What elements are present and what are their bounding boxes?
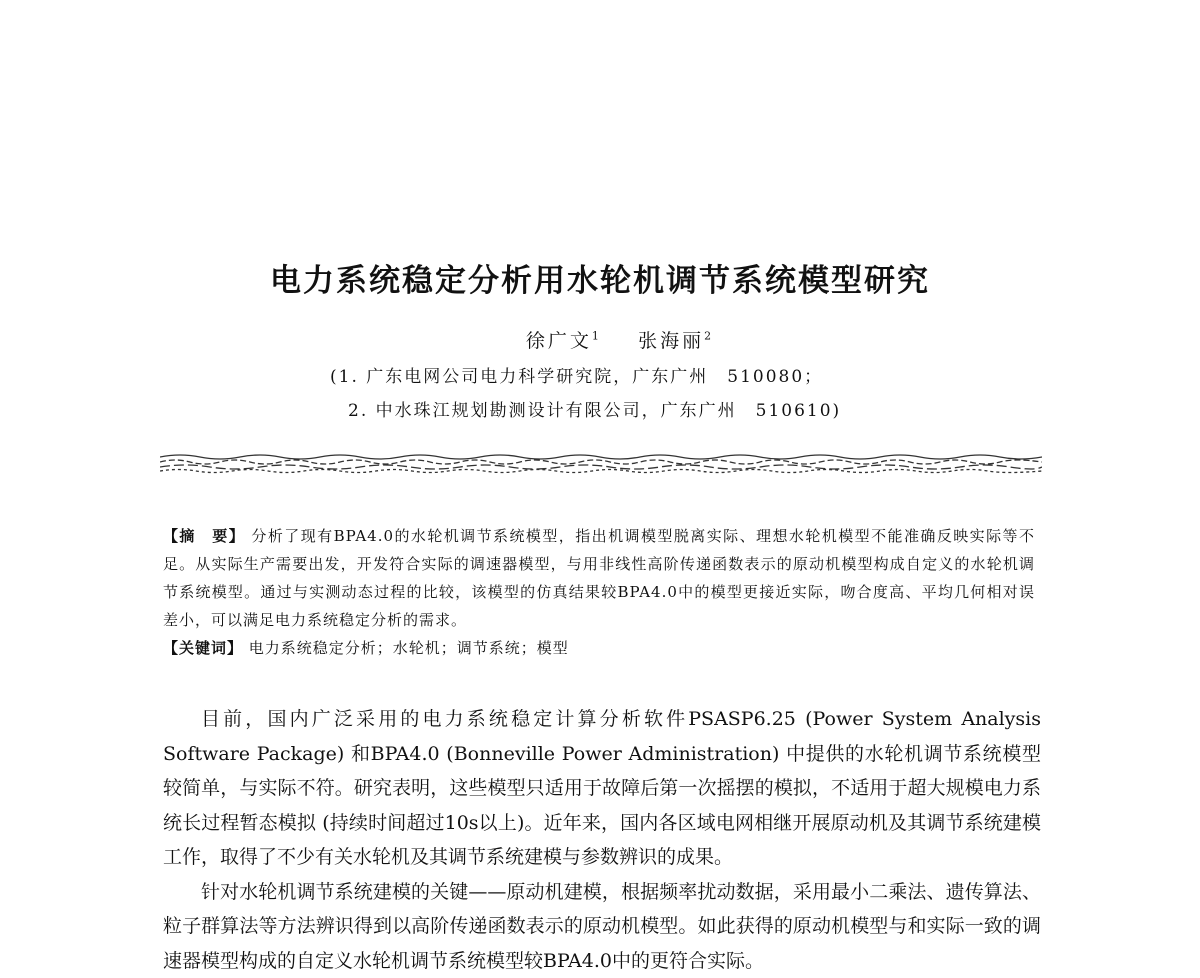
paper-title: 电力系统稳定分析用水轮机调节系统模型研究 xyxy=(0,255,1200,300)
author-list xyxy=(0,326,1200,353)
author-affiliation-mark: 2 xyxy=(704,330,714,343)
author-affiliation-mark: 1 xyxy=(592,330,602,343)
author-name: 张海丽 xyxy=(638,330,704,352)
affiliation: (1. 广东电网公司电力科学研究院，广东广州 510080； xyxy=(330,362,823,387)
abstract-section xyxy=(163,522,1035,662)
paragraph: 针对水轮机调节系统建模的关键——原动机建模，根据频率扰动数据，采用最小二乘法、遗传算法、粒子群算法等方法辨识得到以高阶传递函数表示的原动机模型。如此获得的原动机模型与和实际一致的调速器模型构成的自定义水轮机调节系统模型较BPA4.0中的更符合实际。 xyxy=(163,875,1041,978)
paragraph: 目前，国内广泛采用的电力系统稳定计算分析软件PSASP6.25 (Power System Analysis Software Package) 和BPA4.0 (Bonneville Power Administration) 中提供的水轮机调节系统模型较简单，与实际不符。研究表明，这些模型只适用于故障后第一次摇摆的模拟，不适用于超大规模电力系统长过程暂态模拟 (持续时间超过10s以上)。近年来，国内各区域电网相继开展原动机及其调节系统建模工作，取得了不少有关水轮机及其调节系统建模与参数辨识的成果。 xyxy=(163,702,1041,875)
abstract-text: 分析了现有BPA4.0的水轮机调节系统模型，指出机调模型脱离实际、理想水轮机模型不能准确反映实际等不足。从实际生产需要出发，开发符合实际的调速器模型，与用非线性高阶传递函数表示的原动机模型构成自定义的水轮机调节系统模型。通过与实测动态过程的比较，该模型的仿真结果较BPA4.0中的模型更接近实际，吻合度高、平均几何相对误差小，可以满足电力系统稳定分析的需求。 xyxy=(163,527,1035,629)
decorative-divider xyxy=(160,452,1042,474)
author-name: 徐广文 xyxy=(526,330,592,352)
keywords-label: 【关键词】 xyxy=(163,639,243,657)
abstract-label: 【摘 要】 xyxy=(163,527,245,545)
body-text xyxy=(163,702,1041,978)
keywords-text: 电力系统稳定分析；水轮机；调节系统；模型 xyxy=(249,639,569,657)
affiliation: 2. 中水珠江规划勘测设计有限公司，广东广州 510610) xyxy=(348,396,841,421)
